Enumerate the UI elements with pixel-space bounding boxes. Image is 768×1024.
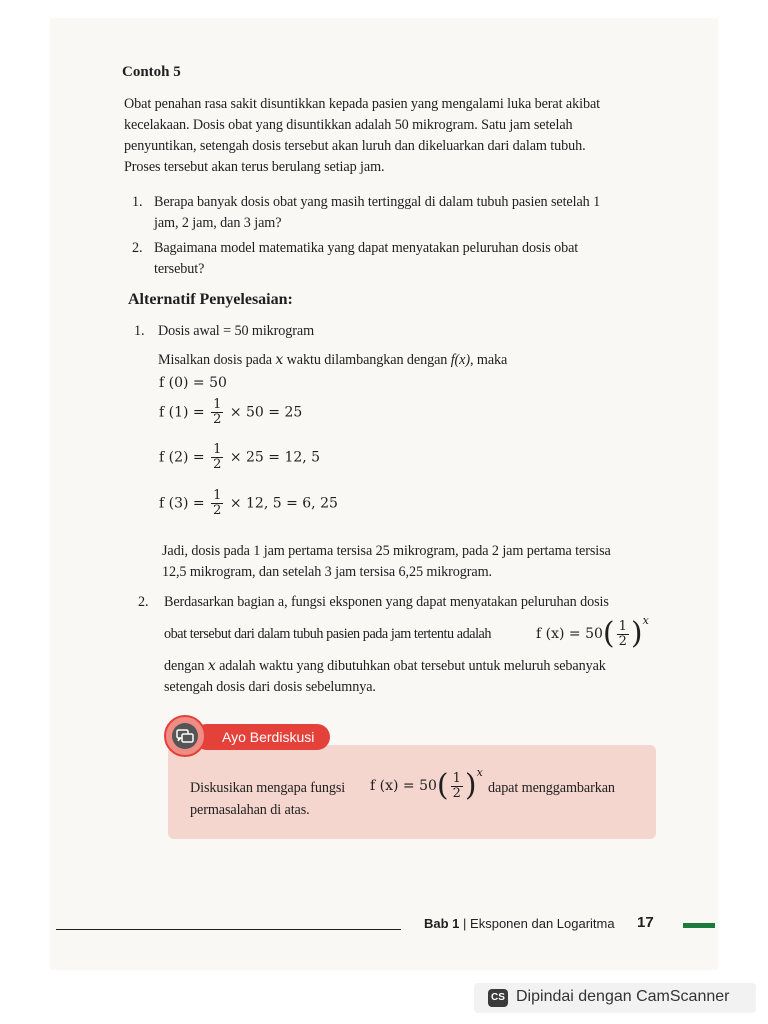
equation-rhs: × 12, 5 = 6, 25	[229, 495, 338, 512]
equation-f0: f (0) = 50	[159, 375, 227, 391]
footer-separator: |	[463, 916, 467, 931]
question-item	[132, 192, 652, 234]
fraction-denominator: 2	[452, 785, 461, 801]
left-paren: (	[602, 616, 615, 651]
scanner-watermark	[474, 983, 756, 1013]
fraction-numerator: 1	[618, 618, 627, 634]
equation-lhs: f (3) =	[159, 495, 205, 512]
discussion-text-end: dapat menggambarkan	[488, 780, 615, 796]
right-paren: )	[630, 616, 643, 651]
fraction-numerator: 1	[452, 770, 461, 786]
formula-lhs: f (x) = 50	[370, 778, 437, 794]
variable-x: x	[275, 352, 284, 368]
question-line: Berapa banyak dosis obat yang masih tertinggal di dalam tubuh pasien setelah 1	[154, 194, 601, 210]
variable-x: x	[207, 658, 216, 674]
fraction-numerator: 1	[213, 488, 222, 503]
definition-text: Misalkan dosis pada	[158, 352, 276, 368]
scanner-text: Dipindai dengan CamScanner	[516, 988, 730, 1005]
question-line: jam, 2 jam, dan 3 jam?	[154, 215, 282, 231]
fraction-half	[211, 489, 223, 518]
fraction-half	[617, 620, 629, 649]
solution-2-line: obat tersebut dari dalam tubuh pasien pada jam tertentu adalah	[164, 626, 492, 642]
question-list	[132, 192, 652, 280]
footer-accent-bar	[683, 923, 715, 928]
footer-chapter-title: Eksponen dan Logaritma	[470, 916, 615, 931]
definition-text: waktu dilambangkan dengan	[283, 352, 451, 368]
fraction-denominator: 2	[213, 457, 222, 472]
footer-chapter-number: Bab 1	[424, 916, 460, 931]
question-number: 1.	[132, 194, 143, 210]
left-paren: (	[436, 768, 449, 803]
right-paren: )	[464, 768, 477, 803]
fraction-numerator: 1	[213, 397, 222, 412]
camscanner-logo: CS	[488, 989, 508, 1007]
solution-2-text: adalah waktu yang dibutuhkan obat tersebut untuk meluruh sebanyak	[215, 658, 606, 674]
exponent: x	[476, 766, 483, 779]
footer-chapter	[424, 916, 615, 931]
formula-lhs: f (x) = 50	[536, 626, 603, 642]
discussion-text: Diskusikan mengapa fungsi	[190, 780, 346, 796]
fraction-denominator: 2	[213, 503, 222, 518]
intro-line: penyuntikan, setengah dosis tersebut akan luruh dan dikeluarkan dari dalam tubuh.	[124, 138, 586, 154]
intro-paragraph	[124, 94, 644, 178]
initial-dose-line: Dosis awal = 50 mikrogram	[158, 323, 315, 339]
equation-lhs: f (1) =	[159, 404, 205, 421]
equation-rhs: × 25 = 12, 5	[229, 449, 321, 466]
function-notation: f(x)	[450, 352, 471, 368]
question-item	[132, 238, 652, 280]
discussion-line: permasalahan di atas.	[190, 802, 310, 818]
fraction-half	[211, 398, 223, 427]
solution-heading: Alternatif Penyelesaian:	[128, 291, 293, 308]
intro-line: kecelakaan. Dosis obat yang disuntikkan adalah 50 mikrogram. Satu jam setelah	[124, 117, 573, 133]
footer-rule	[56, 929, 401, 930]
discussion-badge	[160, 715, 332, 759]
discussion-badge-label: Ayo Berdiskusi	[194, 724, 330, 750]
solution-1-number: 1.	[134, 323, 145, 339]
fraction-denominator: 2	[213, 412, 222, 427]
definition-text: , maka	[470, 352, 508, 368]
solution-2-line	[164, 656, 606, 677]
page-number: 17	[637, 914, 654, 931]
conclusion-paragraph	[162, 541, 662, 583]
chat-bubble-icon	[164, 715, 206, 757]
example-title: Contoh 5	[122, 64, 181, 80]
question-line: Bagaimana model matematika yang dapat menyatakan peluruhan dosis obat	[154, 240, 579, 256]
equation-rhs: × 50 = 25	[229, 404, 303, 421]
fraction-half	[211, 443, 223, 472]
fraction-denominator: 2	[618, 633, 627, 649]
conclusion-line: 12,5 mikrogram, dan setelah 3 jam tersisa 6,25 mikrogram.	[162, 564, 492, 580]
intro-line: Obat penahan rasa sakit disuntikkan kepada pasien yang mengalami luka berat akibat	[124, 96, 600, 112]
conclusion-line: Jadi, dosis pada 1 jam pertama tersisa 25 mikrogram, pada 2 jam pertama tersisa	[162, 543, 611, 559]
discussion-line	[190, 778, 345, 799]
exponent: x	[642, 614, 649, 627]
solution-2-text: dengan	[164, 658, 208, 674]
equation-lhs: f (2) =	[159, 449, 205, 466]
question-number: 2.	[132, 240, 143, 256]
discussion-formula	[370, 766, 483, 801]
solution-2-line: setengah dosis dari dosis sebelumnya.	[164, 679, 376, 695]
equation-f1	[159, 398, 302, 427]
decay-formula	[536, 614, 649, 649]
equation-f3	[159, 489, 338, 518]
equation-f2	[159, 443, 320, 472]
intro-line: Proses tersebut akan terus berulang setiap jam.	[124, 159, 385, 175]
definition-line	[158, 350, 507, 371]
solution-2-line: Berdasarkan bagian a, fungsi eksponen yang dapat menyatakan peluruhan dosis	[164, 594, 609, 610]
fraction-half	[451, 772, 463, 801]
solution-2-number: 2.	[138, 594, 149, 610]
fraction-numerator: 1	[213, 442, 222, 457]
question-line: tersebut?	[154, 261, 205, 277]
